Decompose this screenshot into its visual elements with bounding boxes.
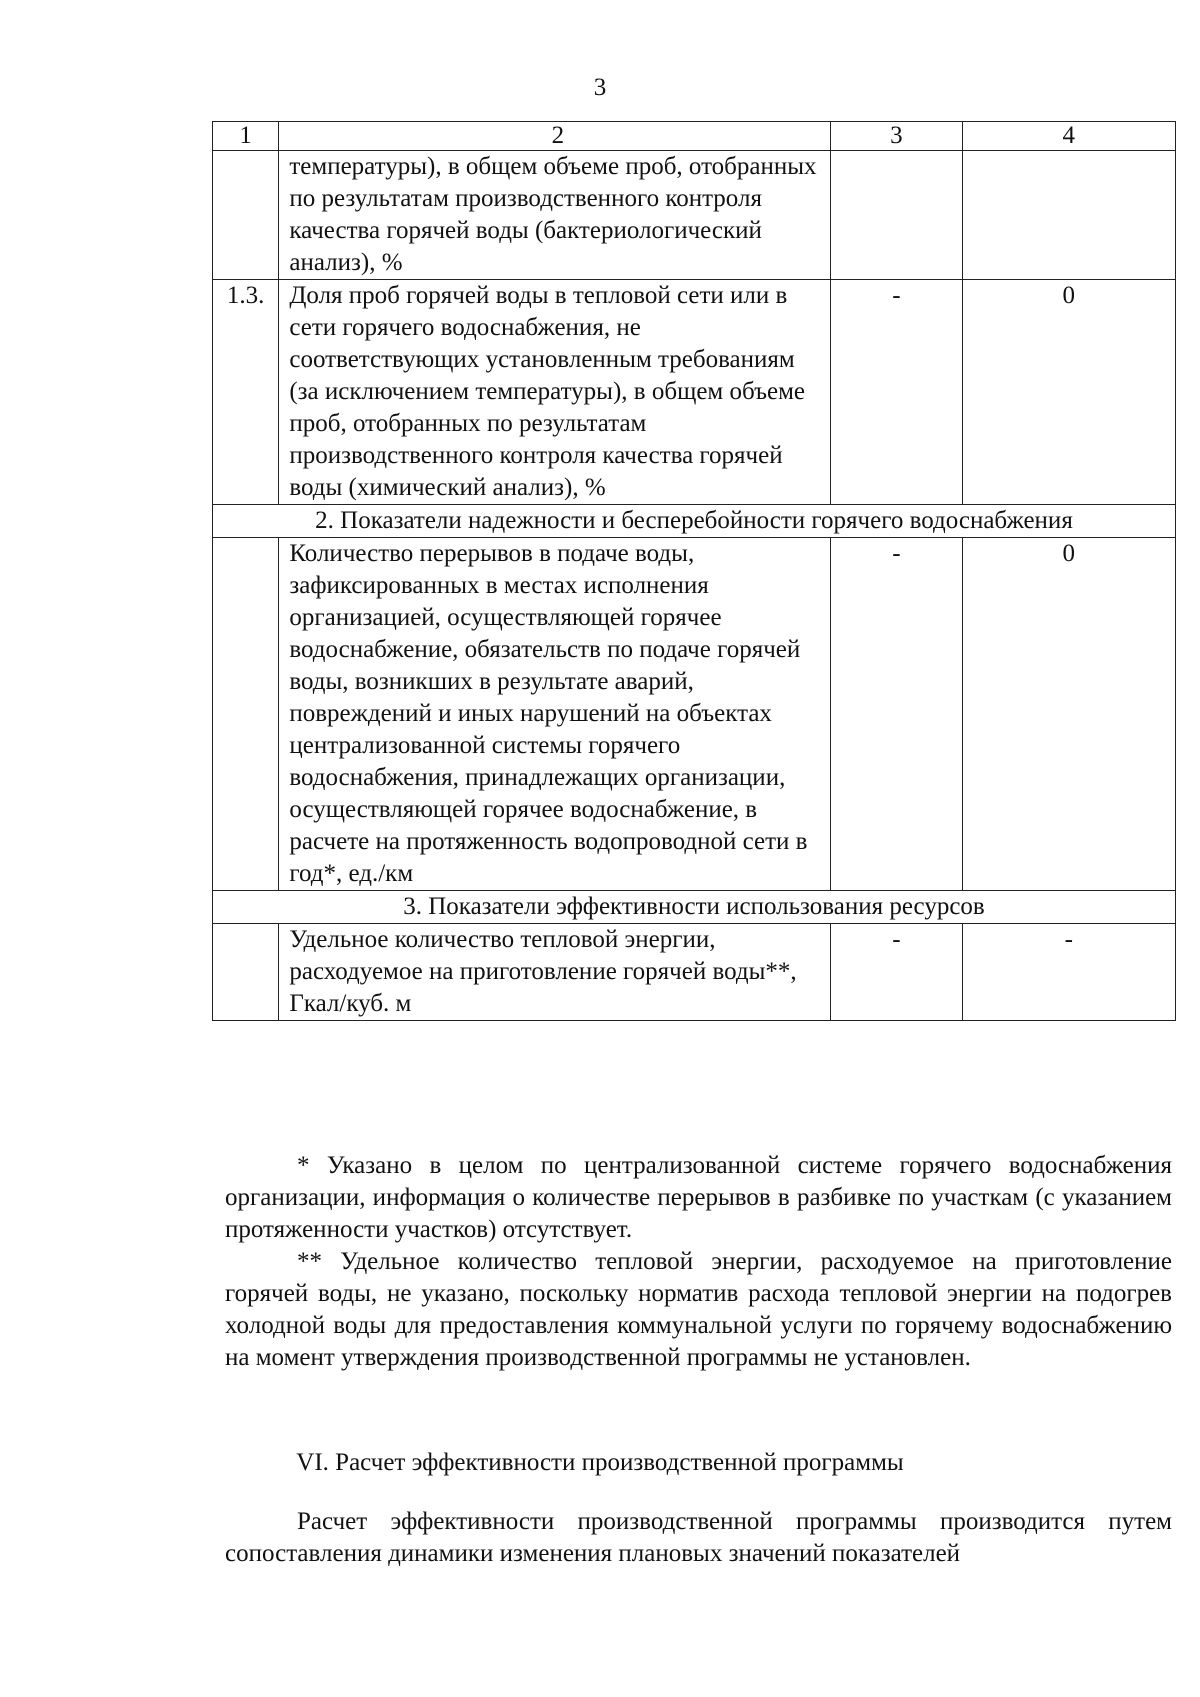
footnotes	[225, 1150, 1172, 1374]
row-col3: -	[831, 538, 962, 891]
row-col3: -	[831, 280, 962, 505]
row-text: Удельное количество тепловой энергии, расходуемое на приготовление горячей воды**, Гкал/куб. м	[279, 924, 831, 1021]
row-text: Доля проб горячей воды в тепловой сети или в сети горячего водоснабжения, не соответствующих установленным требованиям (за исключением температуры), в общем объеме проб, отобранных по результатам производственного контроля качества горячей воды (химический анализ), %	[279, 280, 831, 505]
header-col-3: 3	[831, 122, 962, 151]
row-col4: 0	[962, 538, 1175, 891]
row-col4: 0	[962, 280, 1175, 505]
section-3-title: 3. Показатели эффективности использования ресурсов	[213, 891, 1176, 924]
header-col-1: 1	[213, 122, 279, 151]
row-number	[213, 924, 279, 1021]
row-number	[213, 538, 279, 891]
footnote-2: ** Удельное количество тепловой энергии, расходуемое на приготовление горячей воды, не указано, поскольку норматив расхода тепловой энергии на подогрев холодной воды для предоставления коммунальной услуги по горячему водоснабжению на момент утверждения производственной программы не установлен.	[225, 1248, 1172, 1371]
row-text: температуры), в общем объеме проб, отобранных по результатам производственного контроля качества горячей воды (бактериологический анализ), %	[279, 151, 831, 280]
row-number: 1.3.	[213, 280, 279, 505]
paragraph-text: Расчет эффективности производственной программы производится путем сопоставления динамики изменения плановых значений показателей	[225, 1508, 1172, 1567]
table-row	[213, 280, 1176, 505]
body-paragraph	[225, 1506, 1172, 1570]
section-2-title: 2. Показатели надежности и бесперебойности горячего водоснабжения	[213, 505, 1176, 538]
row-text: Количество перерывов в подаче воды, зафиксированных в местах исполнения организацией, осуществляющей горячее водоснабжение, обязательств по подаче горячей воды, возникших в результате аварий, повреждений и иных нарушений на объектах централизованной системы горячего водоснабжения, принадлежащих организации, осуществляющей горячее водоснабжение, в расчете на протяженность водопроводной сети в год*, ед./км	[279, 538, 831, 891]
table-row	[213, 151, 1176, 280]
row-col4: -	[962, 924, 1175, 1021]
indicators-table	[212, 121, 1176, 1021]
table-row	[213, 924, 1176, 1021]
row-col3	[831, 151, 962, 280]
table-row	[213, 538, 1176, 891]
footnote-1: * Указано в целом по централизованной системе горячего водоснабжения организации, информация о количестве перерывов в разбивке по участкам (с указанием протяженности участков) отсутствует.	[225, 1152, 1172, 1243]
header-col-4: 4	[962, 122, 1175, 151]
row-number	[213, 151, 279, 280]
row-col4	[962, 151, 1175, 280]
section-row	[213, 891, 1176, 924]
header-col-2: 2	[279, 122, 831, 151]
row-col3: -	[831, 924, 962, 1021]
page-number: 3	[593, 74, 607, 101]
section-row	[213, 505, 1176, 538]
table-header-row	[213, 122, 1176, 151]
section-heading: VI. Расчет эффективности производственной программы	[296, 1449, 904, 1476]
